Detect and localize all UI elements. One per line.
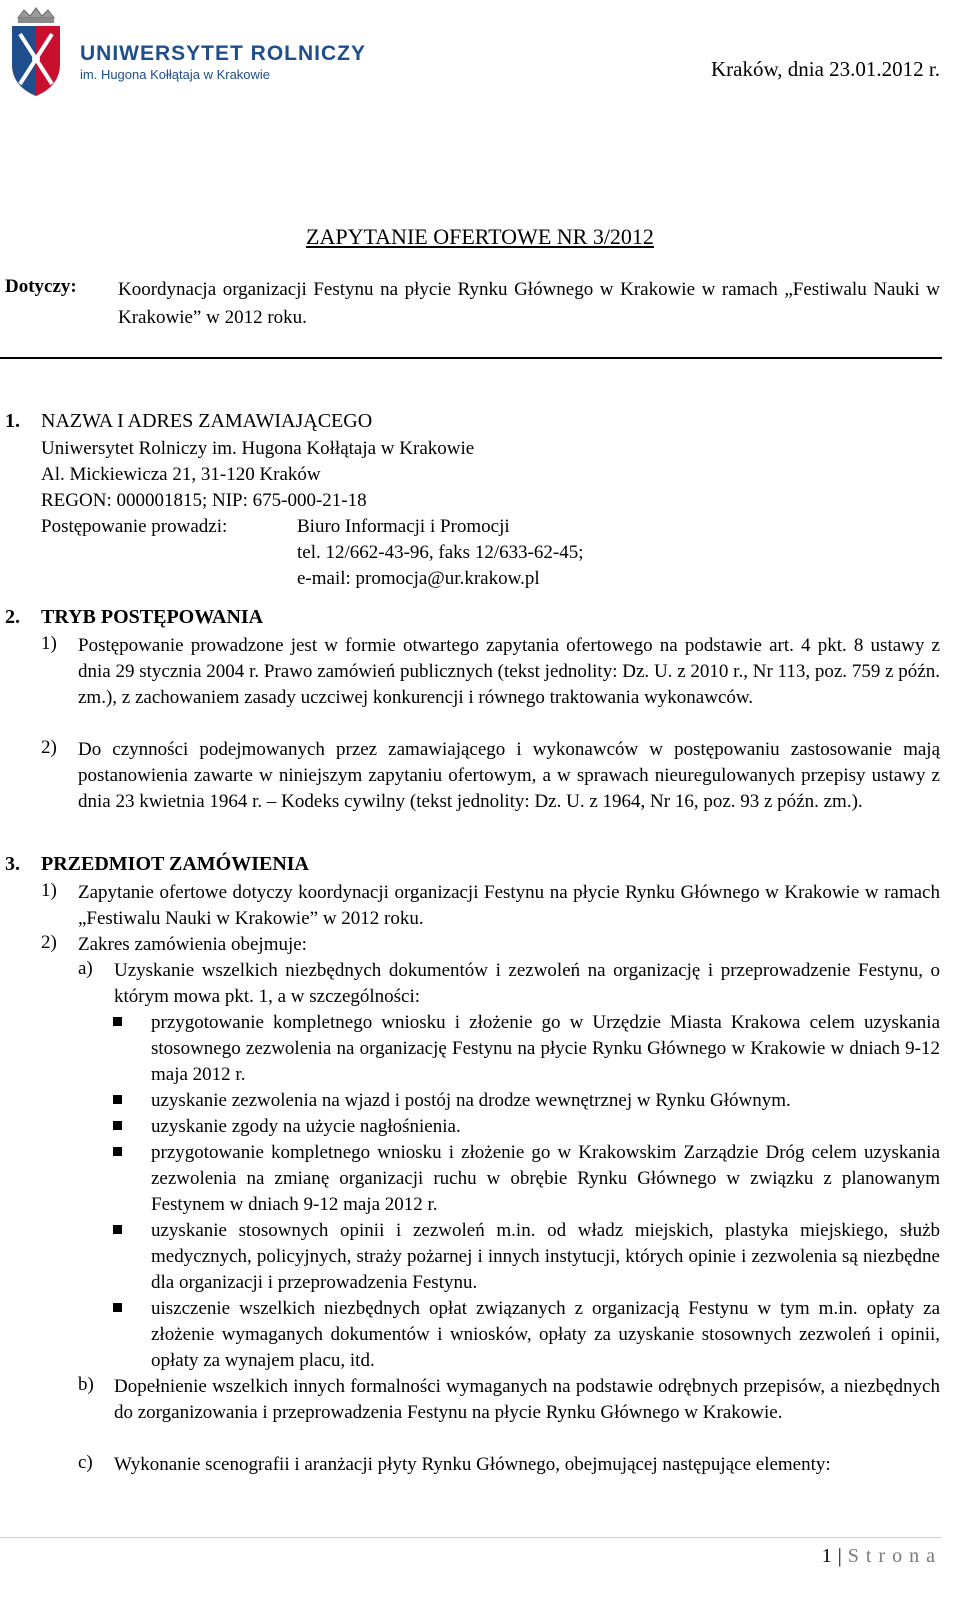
footer-separator: | bbox=[837, 1545, 842, 1567]
footer-divider bbox=[0, 1537, 942, 1538]
section-3-item-2-marker: 2) bbox=[41, 932, 57, 953]
scope-b-marker: b) bbox=[78, 1374, 94, 1395]
section-1-title: NAZWA I ADRES ZAMAWIAJĄCEGO bbox=[41, 410, 373, 432]
document-title: ZAPYTANIE OFERTOWE NR 3/2012 bbox=[306, 224, 654, 249]
university-logo bbox=[8, 4, 368, 100]
section-2-item-2: Do czynności podejmowanych przez zamawiającego i wykonawców w postępowaniu zastosowanie mają postanowienia zawarte w niniejszym zapytaniu ofertowym, a w sprawach nieuregulowanych przepisy ustawy z dnia 23 kwietnia 1964 r. – Kodeks cywilny (tekst jednolity: Dz. U. z 1964, Nr 16, poz. 93 z późn. zm.). bbox=[78, 739, 940, 812]
scope-c-text: Wykonanie scenografii i aranżacji płyty Rynku Głównego, obejmującej następujące elementy: bbox=[114, 1454, 831, 1475]
scope-bullet-6: uiszczenie wszelkich niezbędnych opłat związanych z organizacją Festynu w tym m.in. opłaty za złożenie wymaganych dokumentów i wniosków, opłaty za uzyskanie stosownych zezwoleń i opinii, opłaty za wynajem placu, itd. bbox=[151, 1298, 940, 1371]
scope-a-marker: a) bbox=[78, 958, 93, 979]
page-label: Strona bbox=[847, 1545, 942, 1567]
header-divider bbox=[0, 357, 942, 359]
subject-text: Koordynacja organizacji Festynu na płycie Rynku Głównego w Krakowie w ramach „Festiwalu Nauki w Krakowie” w 2012 roku. bbox=[118, 279, 940, 328]
page-number: 1 bbox=[821, 1545, 832, 1567]
scope-a-text: Uzyskanie wszelkich niezbędnych dokumentów i zezwoleń na organizację i przeprowadzenie Festynu, o którym mowa pkt. 1, a w szczególności: bbox=[114, 960, 940, 1007]
address-line-3: REGON: 000001815; NIP: 675-000-21-18 bbox=[41, 490, 367, 511]
scope-bullet-2: uzyskanie zezwolenia na wjazd i postój na drodze wewnętrznej w Rynku Głównym. bbox=[151, 1090, 791, 1111]
logo-name: UNIWERSYTET ROLNICZY bbox=[80, 42, 366, 65]
bullet-marker bbox=[113, 1303, 122, 1312]
scope-bullet-1: przygotowanie kompletnego wniosku i złożenie go w Urzędzie Miasta Krakowa celem uzyskania stosownego zezwolenia na organizację Festynu na płycie Rynku Głównego w Krakowie w dniach 9-12 maja 2012 r. bbox=[151, 1012, 940, 1085]
address-line-2: Al. Mickiewicza 21, 31-120 Kraków bbox=[41, 464, 321, 485]
section-2-title: TRYB POSTĘPOWANIA bbox=[41, 606, 264, 628]
section-2-item-1: Postępowanie prowadzone jest w formie otwartego zapytania ofertowego na podstawie art. 4 pkt. 8 ustawy z dnia 29 stycznia 2004 r. Prawo zamówień publicznych (tekst jednolity: Dz. U. z 2010 r., Nr 113, poz. 759 z późn. zm.), z zachowaniem zasady uczciwej konkurencji i równego traktowania wykonawców. bbox=[78, 635, 940, 708]
document-date: Kraków, dnia 23.01.2012 r. bbox=[710, 57, 940, 81]
section-3-item-2: Zakres zamówienia obejmuje: bbox=[78, 934, 307, 955]
bullet-marker bbox=[113, 1017, 122, 1026]
section-2-item-1-marker: 1) bbox=[41, 633, 57, 654]
office-phone: tel. 12/662-43-96, faks 12/633-62-45; bbox=[297, 542, 584, 563]
section-1-heading bbox=[5, 410, 372, 433]
office-name: Biuro Informacji i Promocji bbox=[297, 516, 510, 537]
subject-label: Dotyczy: bbox=[5, 276, 77, 297]
logo-subtitle: im. Hugona Kołłątaja w Krakowie bbox=[80, 67, 271, 82]
section-3-heading bbox=[5, 853, 309, 876]
bullet-marker bbox=[113, 1121, 122, 1130]
scope-bullet-3: uzyskanie zgody na użycie nagłośnienia. bbox=[151, 1116, 461, 1137]
section-2-item-2-marker: 2) bbox=[41, 737, 57, 758]
scope-c-marker: c) bbox=[78, 1452, 93, 1473]
bullet-marker bbox=[113, 1225, 122, 1234]
page-footer bbox=[822, 1545, 942, 1568]
conducted-by-label: Postępowanie prowadzi: bbox=[41, 516, 228, 537]
office-email[interactable]: e-mail: promocja@ur.krakow.pl bbox=[297, 568, 540, 589]
section-3-item-1: Zapytanie ofertowe dotyczy koordynacji organizacji Festynu na płycie Rynku Głównego w Krakowie w ramach „Festiwalu Nauki w Krakowie” w 2012 roku. bbox=[78, 882, 940, 929]
section-3-number: 3. bbox=[5, 853, 20, 875]
scope-bullet-5: uzyskanie stosownych opinii i zezwoleń m.in. od władz miejskich, plastyka miejskiego, służb medycznych, policyjnych, straży pożarnej i innych instytucji, których opinie i zezwolenia są niezbędne dla organizacji i przeprowadzenia Festynu. bbox=[151, 1220, 940, 1293]
bullet-marker bbox=[113, 1095, 122, 1104]
section-2-heading bbox=[5, 606, 263, 629]
bullet-marker bbox=[113, 1147, 122, 1156]
section-3-title: PRZEDMIOT ZAMÓWIENIA bbox=[41, 853, 309, 875]
address-line-1: Uniwersytet Rolniczy im. Hugona Kołłątaja w Krakowie bbox=[41, 438, 475, 459]
scope-b-text: Dopełnienie wszelkich innych formalności wymaganych na podstawie odrębnych przepisów, a niezbędnych do zorganizowania i przeprowadzenia Festynu na płycie Rynku Głównego w Krakowie. bbox=[114, 1376, 940, 1423]
scope-bullet-4: przygotowanie kompletnego wniosku i złożenie go w Krakowskim Zarządzie Dróg celem uzyskania zezwolenia na zmianę organizacji ruchu w obrębie Rynku Głównego w związku z planowanym Festynem w dniach 9-12 maja 2012 r. bbox=[151, 1142, 940, 1215]
section-3-item-1-marker: 1) bbox=[41, 880, 57, 901]
section-1-number: 1. bbox=[5, 410, 20, 432]
section-2-number: 2. bbox=[5, 606, 20, 628]
